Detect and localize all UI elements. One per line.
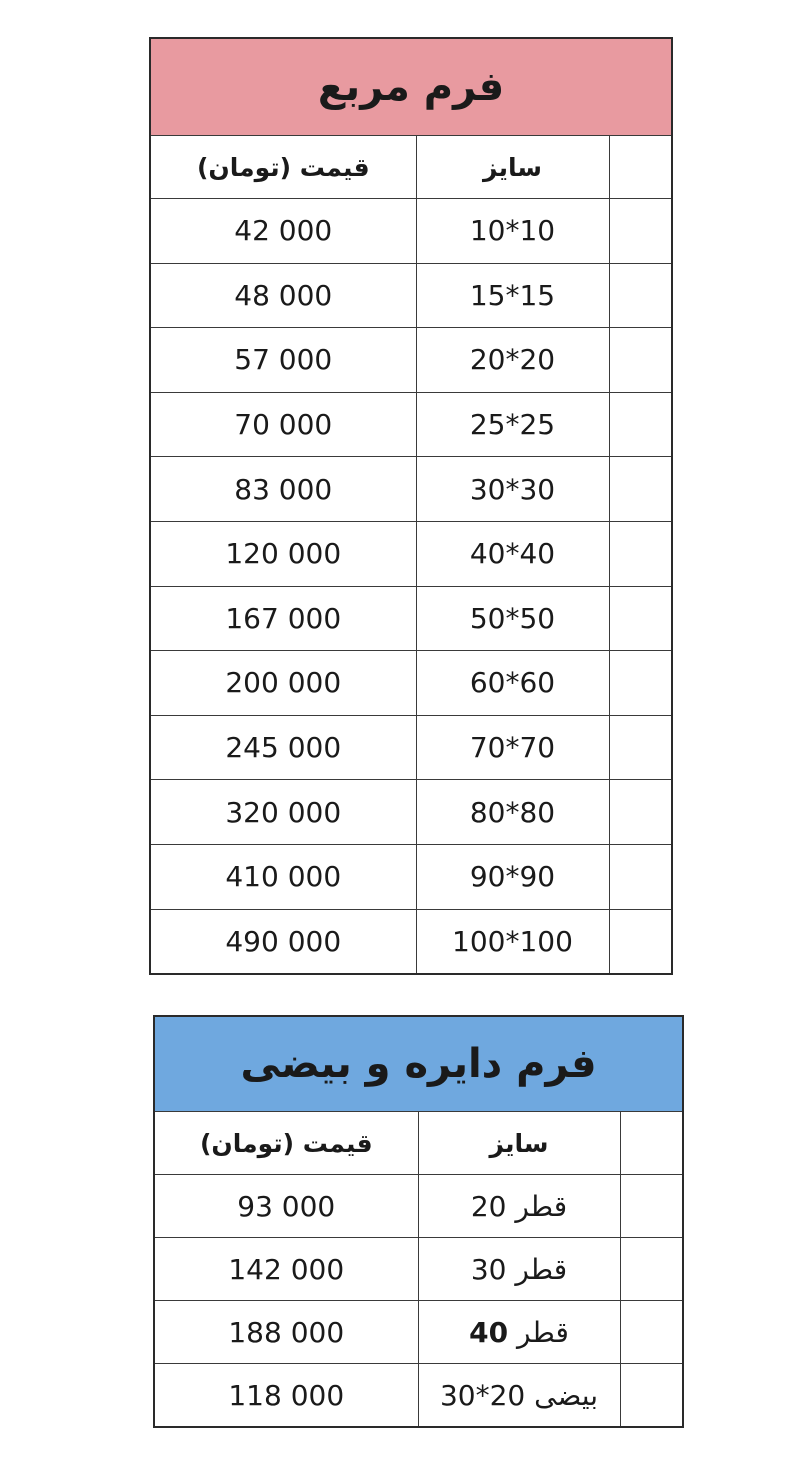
square-frame-price-table [149,37,673,975]
size-cell: 20*20 [416,328,609,393]
size-number: 30 [470,1252,507,1286]
blank-cell [609,909,672,974]
size-cell: 60*60 [416,651,609,716]
size-cell [418,1175,620,1238]
square-table-title: فرم مربع [150,38,672,136]
blank-cell [609,715,672,780]
price-cell: 42 000 [150,199,416,264]
size-number: 40 [469,1315,509,1349]
size-word: قطر [515,1252,568,1286]
size-cell: 100*100 [416,909,609,974]
price-column-header: قیمت (تومان) [154,1112,418,1175]
round-table-title-row [154,1016,683,1112]
price-cell: 320 000 [150,780,416,845]
blank-header-cell [609,136,672,199]
price-cell: 490 000 [150,909,416,974]
table-row [150,328,672,393]
blank-cell [609,521,672,586]
round-table-title: فرم دایره و بیضی [154,1016,683,1112]
round-table-header-row [154,1112,683,1175]
square-table-title-row [150,38,672,136]
price-cell: 200 000 [150,651,416,716]
table-row [150,651,672,716]
size-number: 20*30 [439,1378,526,1412]
price-cell: 57 000 [150,328,416,393]
size-cell: 15*15 [416,263,609,328]
blank-cell [609,199,672,264]
blank-cell [620,1364,683,1428]
blank-cell [620,1175,683,1238]
table-row [150,521,672,586]
blank-cell [620,1301,683,1364]
price-cell: 167 000 [150,586,416,651]
size-cell: 70*70 [416,715,609,780]
table-row [150,844,672,909]
price-cell: 118 000 [154,1364,418,1428]
price-cell: 188 000 [154,1301,418,1364]
blank-cell [620,1238,683,1301]
price-cell: 142 000 [154,1238,418,1301]
blank-cell [609,263,672,328]
size-column-header: سایز [416,136,609,199]
size-cell [418,1364,620,1428]
size-word: بیضی [534,1378,599,1412]
price-cell: 245 000 [150,715,416,780]
size-cell: 80*80 [416,780,609,845]
table-row [150,909,672,974]
table-row [150,457,672,522]
size-cell [418,1238,620,1301]
size-cell: 25*25 [416,392,609,457]
size-number: 20 [470,1189,507,1223]
table-row [150,780,672,845]
size-cell: 40*40 [416,521,609,586]
size-word: قطر [517,1315,569,1349]
square-table-header-row [150,136,672,199]
table-row [150,392,672,457]
table-row [150,586,672,651]
price-cell: 48 000 [150,263,416,328]
size-word: قطر [515,1189,568,1223]
price-cell: 410 000 [150,844,416,909]
blank-cell [609,457,672,522]
size-cell: 30*30 [416,457,609,522]
blank-cell [609,780,672,845]
size-cell: 50*50 [416,586,609,651]
price-cell: 93 000 [154,1175,418,1238]
table-row [150,715,672,780]
table-row [150,263,672,328]
blank-cell [609,844,672,909]
blank-cell [609,328,672,393]
size-cell: 10*10 [416,199,609,264]
size-cell [418,1301,620,1364]
price-cell: 83 000 [150,457,416,522]
blank-header-cell [620,1112,683,1175]
table-row [154,1364,683,1428]
blank-cell [609,586,672,651]
blank-cell [609,651,672,716]
price-column-header: قیمت (تومان) [150,136,416,199]
table-row [150,199,672,264]
size-column-header: سایز [418,1112,620,1175]
size-cell: 90*90 [416,844,609,909]
table-row [154,1301,683,1364]
price-cell: 120 000 [150,521,416,586]
table-row [154,1238,683,1301]
table-row [154,1175,683,1238]
blank-cell [609,392,672,457]
round-oval-frame-price-table [153,1015,684,1428]
price-cell: 70 000 [150,392,416,457]
